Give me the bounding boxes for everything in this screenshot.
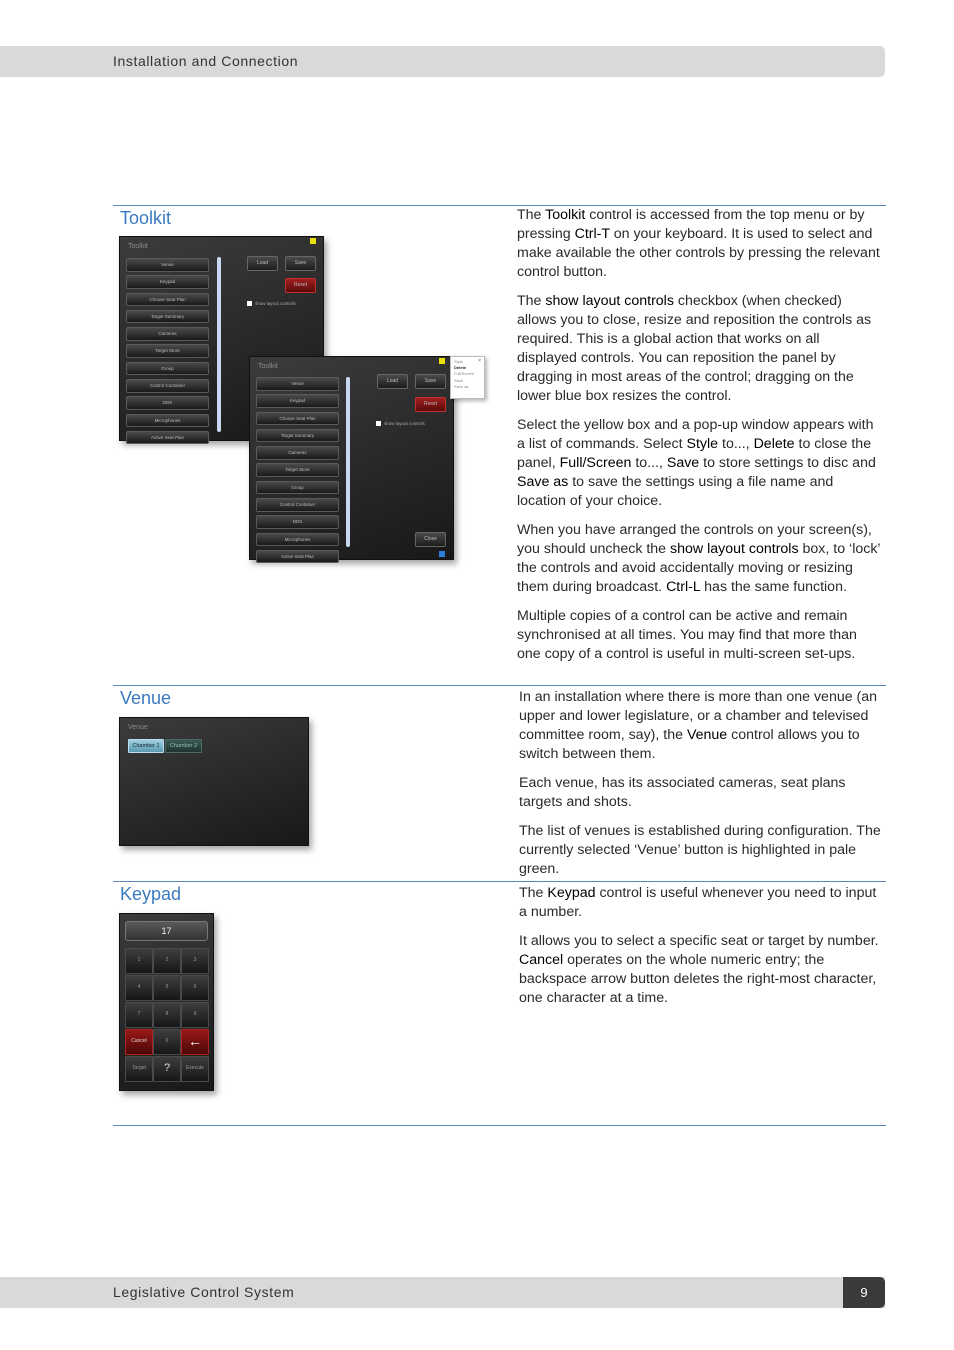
panel-title: Venue (128, 724, 148, 731)
popup-menu-item[interactable]: Full/Screen (454, 371, 475, 377)
section-rule (113, 1125, 886, 1126)
header-bar (0, 46, 885, 77)
yellow-menu-box[interactable] (310, 238, 316, 244)
bold-term: Save as (517, 474, 569, 491)
show-layout-controls-checkbox[interactable] (376, 421, 425, 426)
keypad-key[interactable]: 9 (181, 1002, 209, 1028)
keypad-key[interactable]: 0 (153, 1029, 181, 1055)
keypad-key[interactable]: 3 (181, 948, 209, 974)
control-button[interactable]: Keypad (126, 275, 209, 289)
close-icon[interactable]: × (478, 358, 481, 364)
control-button[interactable]: Target Store (256, 463, 339, 477)
keypad-key[interactable]: Target (125, 1056, 153, 1082)
section-rule (113, 685, 886, 686)
keypad-key[interactable]: Cancel (125, 1029, 153, 1055)
control-button[interactable]: Microphones (126, 414, 209, 428)
body-paragraph: It allows you to select a specific seat or target by number. Cancel operates on the whole numeric entry; the backspace arrow button deletes the right-most character, one character at a time. (519, 932, 879, 1006)
scrollbar[interactable] (217, 257, 221, 432)
venue-heading: Venue (120, 688, 172, 708)
control-button[interactable]: Microphones (256, 533, 339, 547)
body-paragraph: The list of venues is established during configuration. The currently selected ‘Venue’ button is highlighted in pale green. (519, 822, 881, 877)
checkbox-box[interactable] (247, 301, 252, 306)
yellow-box-popup (450, 356, 485, 399)
bold-term: Full/Screen (559, 455, 632, 472)
footer-bar (0, 1277, 885, 1308)
bold-term: Venue (686, 727, 728, 744)
popup-menu-item[interactable]: Save (454, 377, 464, 383)
checkbox-label: show layout controls (384, 421, 425, 426)
header-title: Installation and Connection (113, 53, 299, 69)
body-paragraph: The Keypad control is useful whenever you need to input a number. (519, 885, 877, 921)
keypad-panel[interactable] (119, 913, 214, 1091)
page-number: 9 (843, 1277, 885, 1308)
keypad-key[interactable]: ← (181, 1029, 209, 1055)
keypad-key[interactable]: 7 (125, 1002, 153, 1028)
keypad-key[interactable]: 8 (153, 1002, 181, 1028)
control-button-list (256, 377, 339, 567)
venue-panel[interactable] (119, 717, 309, 846)
keypad-key[interactable]: Execute (181, 1056, 209, 1082)
control-button[interactable]: DDS (126, 396, 209, 410)
checkbox-box[interactable] (376, 421, 381, 426)
keypad-key[interactable]: 1 (125, 948, 153, 974)
keypad-heading: Keypad (120, 884, 182, 904)
save-button[interactable]: Save (285, 256, 316, 271)
control-button[interactable]: Venue (126, 258, 209, 272)
control-button[interactable]: Venue (256, 377, 339, 391)
body-paragraph: Multiple copies of a control can be active and remain synchronised at all times. You may find that more than one copy of a control is useful in multi-screen set-ups. (517, 607, 857, 662)
bold-term: Toolkit (545, 207, 586, 223)
body-paragraph: Each venue, has its associated cameras, seat plans targets and shots. (519, 774, 846, 810)
load-button[interactable]: Load (247, 256, 278, 271)
toolkit-text (517, 206, 883, 674)
resize-handle[interactable] (439, 551, 445, 557)
bold-term: Ctrl-L (666, 579, 701, 596)
body-paragraph: When you have arranged the controls on your screen(s), you should uncheck the show layout controls box, to ‘lock’ the controls and avoid accidentally moving or resizing them during broadcast. Ctrl-L has the same function. (517, 521, 881, 596)
close-button[interactable]: Close (415, 532, 446, 547)
scrollbar[interactable] (346, 377, 350, 547)
keypad-key[interactable]: 4 (125, 975, 153, 1001)
control-button[interactable]: Active Seat Plan (256, 550, 339, 564)
venue-button-chamber-1[interactable]: Chamber 1 (128, 739, 164, 753)
panel-title: Toolkit (258, 363, 278, 370)
save-button[interactable]: Save (415, 374, 446, 389)
keypad-key[interactable]: 2 (153, 948, 181, 974)
venue-text (519, 688, 885, 888)
control-button[interactable]: Target Store (126, 344, 209, 358)
body-paragraph: The Toolkit control is accessed from the top menu or by pressing Ctrl-T on your keyboard. It is used to select and make available the other controls by pressing the relevant control button. (517, 207, 880, 281)
popup-menu-item[interactable]: Save as (454, 383, 469, 389)
reset-button[interactable]: Reset (415, 397, 446, 412)
control-button[interactable]: Group (256, 481, 339, 495)
control-button[interactable]: Target Summary (256, 429, 339, 443)
control-button[interactable]: Choose Seat Plan (256, 412, 339, 426)
keypad-key[interactable]: ? (153, 1056, 181, 1082)
bold-term: Ctrl-T (574, 226, 610, 243)
keypad-key[interactable]: 5 (153, 975, 181, 1001)
bold-term: Cancel (519, 951, 564, 968)
control-button[interactable]: Cameras (126, 327, 209, 341)
show-layout-controls-checkbox[interactable] (247, 301, 296, 306)
checkbox-label: show layout controls (255, 301, 296, 306)
control-button[interactable]: Target Summary (126, 310, 209, 324)
footer-title: Legislative Control System (113, 1284, 295, 1300)
bold-term: show layout controls (670, 541, 799, 557)
control-button[interactable]: Cameras (256, 446, 339, 460)
panel-title: Toolkit (128, 243, 148, 250)
control-button[interactable]: Keypad (256, 394, 339, 408)
keypad-display: 17 (125, 921, 208, 941)
reset-button[interactable]: Reset (285, 278, 316, 293)
control-button[interactable]: Group (126, 362, 209, 376)
control-button[interactable]: DDS (256, 515, 339, 529)
control-button[interactable]: Choose Seat Plan (126, 293, 209, 307)
yellow-menu-box[interactable] (439, 358, 445, 364)
bold-term: Keypad (547, 885, 596, 901)
bold-term: Save (666, 455, 700, 472)
load-button[interactable]: Load (377, 374, 408, 389)
keypad-key[interactable]: 6 (181, 975, 209, 1001)
bold-term: show layout controls (545, 292, 674, 309)
venue-button-chamber-2[interactable]: Chamber 2 (165, 739, 202, 753)
control-button[interactable]: Active Seat Plan (126, 431, 209, 445)
toolkit-heading: Toolkit (120, 208, 172, 228)
body-paragraph: The show layout controls checkbox (when checked) allows you to close, resize and reposition the controls as required. This is a global action that works on all displayed controls. You can reposition the panel by dragging in most areas of the control; dragging on the lower blue box resizes the control. (517, 292, 872, 405)
popup-menu-list (454, 359, 481, 390)
control-button[interactable]: Control Container (126, 379, 209, 393)
control-button[interactable]: Control Container (256, 498, 339, 512)
popup-menu-item[interactable]: Delete (454, 365, 467, 371)
toolkit-panel-layout[interactable] (249, 356, 454, 560)
bold-term: Style (686, 436, 719, 453)
control-button-list (126, 258, 209, 448)
body-paragraph: Select the yellow box and a pop-up window appears with a list of commands. Select Style to..., Delete to close the panel, Full/Screen to..., Save to store settings to disc and Save as to save the settings using a file name and location of your choice. (517, 416, 876, 510)
popup-menu-item[interactable]: Style (454, 359, 463, 364)
body-paragraph: In an installation where there is more than one venue (an upper and lower legislature, or a chamber and televised committee room, say), the Venue control allows you to switch between them. (519, 689, 878, 763)
keypad-text (519, 884, 885, 1018)
bold-term: Delete (753, 436, 795, 453)
